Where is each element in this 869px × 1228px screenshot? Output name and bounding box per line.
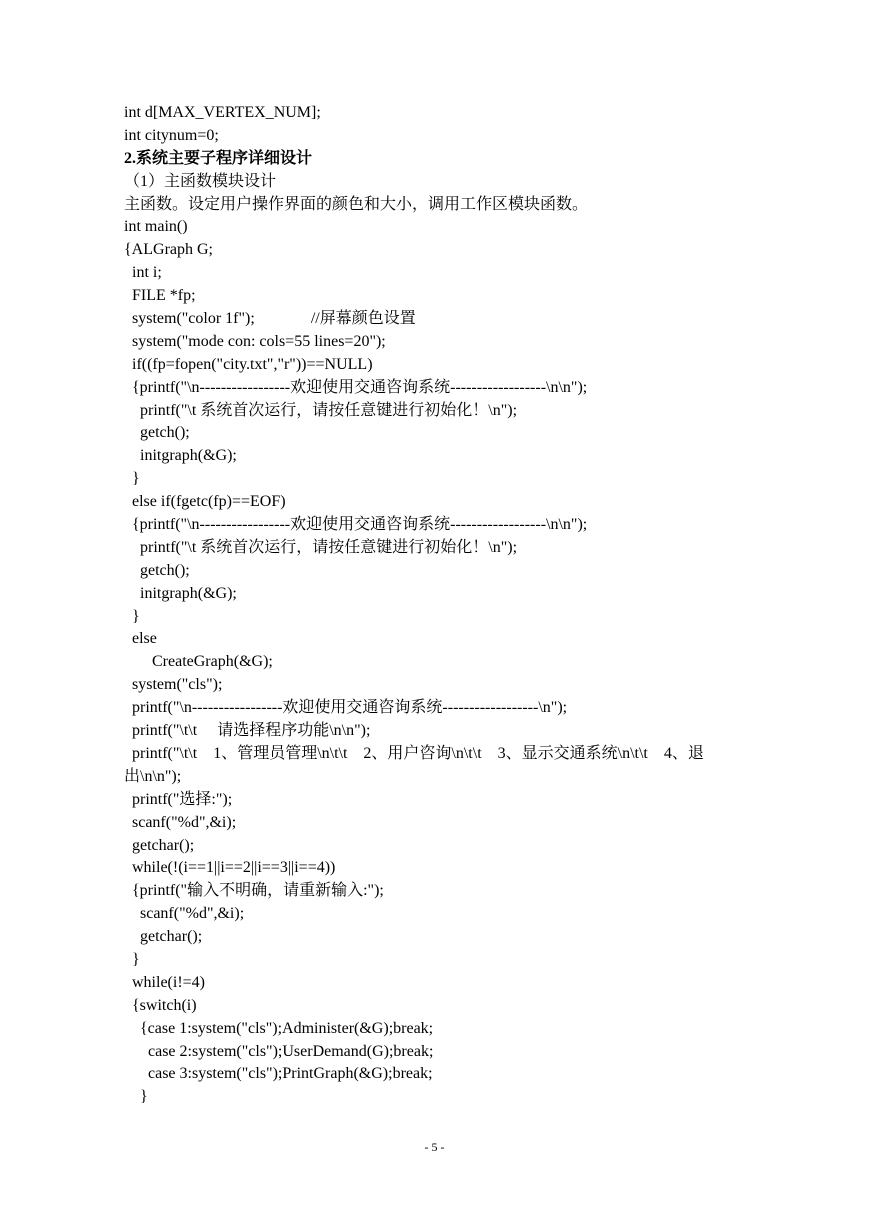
- code-line: scanf("%d",&i);: [124, 905, 245, 923]
- code-line: while(i!=4): [124, 973, 205, 991]
- code-line: int main(): [124, 218, 188, 236]
- code-line: CreateGraph(&G);: [124, 653, 273, 671]
- code-line: printf("\n-----------------欢迎使用交通咨询系统------------------\n");: [124, 699, 568, 717]
- code-line: printf("\t\t 请选择程序功能\n\n");: [124, 722, 371, 740]
- code-line: }: [124, 1088, 148, 1106]
- code-line: getch();: [124, 561, 190, 579]
- code-line: FILE *fp;: [124, 287, 196, 305]
- code-line: initgraph(&G);: [124, 447, 237, 465]
- code-line: else if(fgetc(fp)==EOF): [124, 493, 286, 511]
- code-line: int i;: [124, 264, 162, 282]
- code-line: case 2:system("cls");UserDemand(G);break;: [124, 1042, 434, 1060]
- code-line: getchar();: [124, 836, 195, 854]
- code-line: {printf("\n-----------------欢迎使用交通咨询系统------------------\n\n");: [124, 378, 588, 396]
- body-paragraph: 主函数。设定用户操作界面的颜色和大小，调用工作区模块函数。: [124, 195, 589, 213]
- code-line: {ALGraph G;: [124, 241, 213, 259]
- code-line: getchar();: [124, 928, 203, 946]
- code-line: else: [124, 630, 157, 648]
- code-line: case 3:system("cls");PrintGraph(&G);break;: [124, 1065, 433, 1083]
- code-line: {printf("输入不明确，请重新输入:");: [124, 882, 384, 900]
- subsection-heading: （1）主函数模块设计: [124, 172, 277, 190]
- code-line: {case 1:system("cls");Administer(&G);break;: [124, 1019, 434, 1037]
- code-line: printf("\t 系统首次运行，请按任意键进行初始化！\n");: [124, 538, 518, 556]
- code-line: if((fp=fopen("city.txt","r"))==NULL): [124, 355, 373, 373]
- code-line: printf("\t\t 1、管理员管理\n\t\t 2、用户咨询\n\t\t 3、显示交通系统\n\t\t 4、退: [124, 744, 704, 762]
- code-line: scanf("%d",&i);: [124, 813, 237, 831]
- code-line: getch();: [124, 424, 190, 442]
- code-line: printf("选择:");: [124, 790, 233, 808]
- code-line: }: [124, 470, 140, 488]
- code-line: system("cls");: [124, 676, 223, 694]
- code-line: int d[MAX_VERTEX_NUM];: [124, 104, 321, 121]
- code-line: int citynum=0;: [124, 126, 219, 144]
- code-line: 出\n\n");: [124, 767, 182, 785]
- code-line: {switch(i): [124, 996, 197, 1014]
- code-line: }: [124, 607, 140, 625]
- code-line: system("mode con: cols=55 lines=20");: [124, 332, 386, 350]
- page-number: - 5 -: [424, 1140, 445, 1154]
- code-line: printf("\t 系统首次运行，请按任意键进行初始化！\n");: [124, 401, 518, 419]
- code-line: }: [124, 950, 140, 968]
- code-line: initgraph(&G);: [124, 584, 237, 602]
- code-line: {printf("\n-----------------欢迎使用交通咨询系统------------------\n\n");: [124, 516, 588, 534]
- document-body: [124, 102, 784, 1109]
- code-line: system("color 1f"); //屏幕颜色设置: [124, 310, 416, 328]
- section-heading: 2.系统主要子程序详细设计: [124, 149, 313, 167]
- code-line: while(!(i==1||i==2||i==3||i==4)): [124, 859, 336, 877]
